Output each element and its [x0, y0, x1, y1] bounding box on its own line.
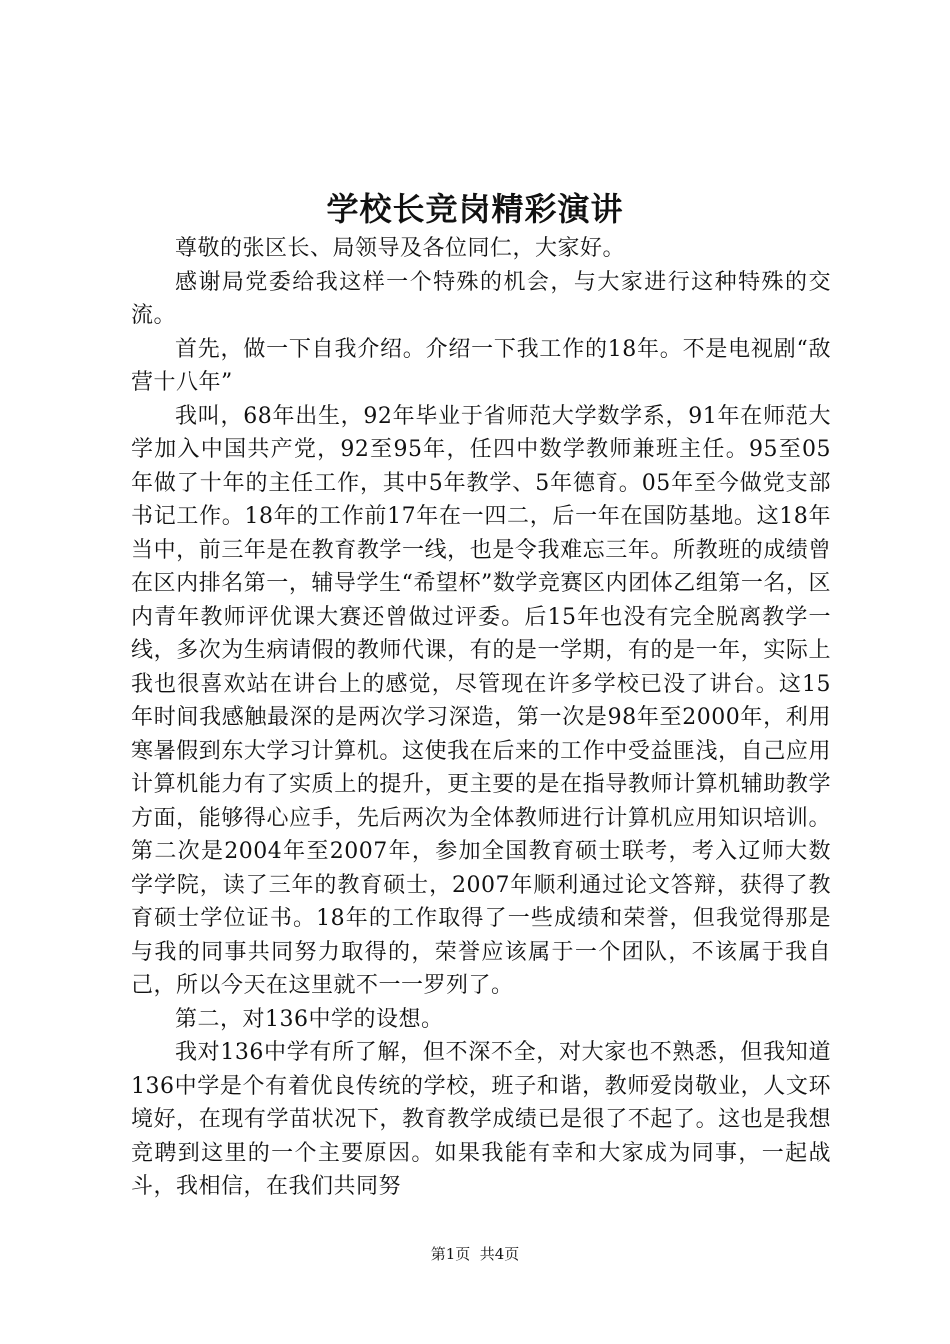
paragraph-section-two-heading: 第二，对136中学的设想。 — [175, 1006, 444, 1032]
page-footer — [0, 1242, 950, 1266]
page-number: 第1页 共4页 — [430, 1245, 520, 1263]
document-body — [131, 232, 831, 1204]
paragraph-thanks: 感谢局党委给我这样一个特殊的机会，与大家进行这种特殊的交流。 — [131, 269, 831, 328]
paragraph-intro: 首先，做一下自我介绍。介绍一下我工作的18年。不是电视剧“敌营十八年” — [131, 336, 831, 395]
paragraph-school-view: 我对136中学有所了解，但不深不全，对大家也不熟悉，但我知道136中学是个有着优良传统的学校，班子和谐，教师爱岗敬业，人文环境好，在现有学苗状况下，教育教学成绩已是很了不起了。这也是我想竞聘到这里的一个主要原因。如果我能有幸和大家成为同事，一起战斗，我相信，在我们共同努 — [131, 1040, 831, 1199]
paragraph-biography: 我叫，68年出生，92年毕业于省师范大学数学系，91年在师范大学加入中国共产党，92至95年，任四中数学教师兼班主任。95至05年做了十年的主任工作，其中5年教学、5年德育。05年至今做党支部书记工作。18年的工作前17年在一四二，后一年在国防基地。这18年当中，前三年是在教育教学一线，也是令我难忘三年。所教班的成绩曾在区内排名第一，辅导学生“希望杯”数学竞赛区内团体乙组第一名，区内青年教师评优课大赛还曾做过评委。后15年也没有完全脱离教学一线，多次为生病请假的教师代课，有的是一学期，有的是一年，实际上我也很喜欢站在讲台上的感觉，尽管现在许多学校已没了讲台。这15年时间我感触最深的是两次学习深造，第一次是98年至2000年，利用寒暑假到东大学习计算机。这使我在后来的工作中受益匪浅，自己应用计算机能力有了实质上的提升，更主要的是在指导教师计算机辅助教学方面，能够得心应手，先后两次为全体教师进行计算机应用知识培训。第二次是2004年至2007年，参加全国教育硕士联考，考入辽师大数学学院，读了三年的教育硕士，2007年顺利通过论文答辩，获得了教育硕士学位证书。18年的工作取得了一些成绩和荣誉，但我觉得那是与我的同事共同努力取得的，荣誉应该属于一个团队，不该属于我自己，所以今天在这里就不一一罗列了。 — [131, 403, 831, 998]
paragraph-greeting: 尊敬的张区长、局领导及各位同仁，大家好。 — [175, 236, 626, 261]
document-title: 学校长竞岗精彩演讲 — [326, 190, 624, 228]
